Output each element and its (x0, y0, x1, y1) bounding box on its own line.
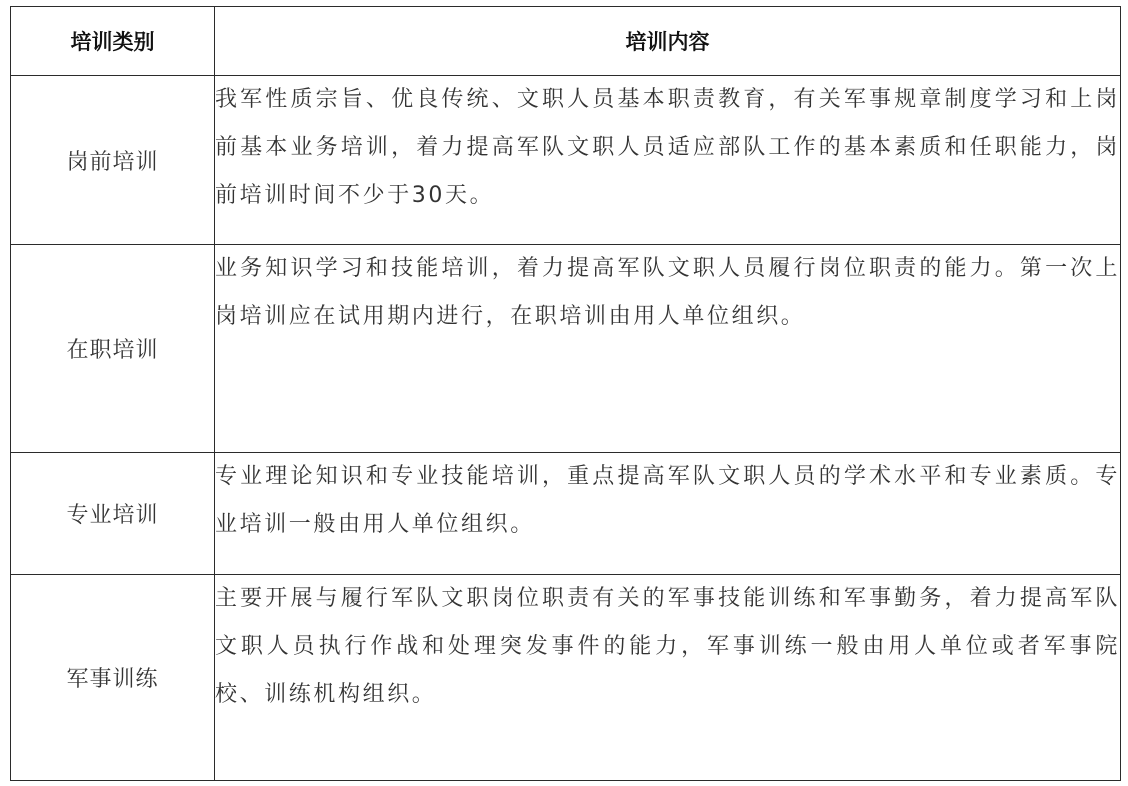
row-category: 在职培训 (11, 245, 215, 453)
table-row (11, 245, 1121, 453)
row-content: 我军性质宗旨、优良传统、文职人员基本职责教育，有关军事规章制度学习和上岗前基本业务培训，着力提高军队文职人员适应部队工作的基本素质和任职能力，岗前培训时间不少于30天。 (215, 76, 1121, 245)
row-category: 岗前培训 (11, 76, 215, 245)
header-content: 培训内容 (215, 7, 1121, 76)
table-header-row (11, 7, 1121, 76)
table-row (11, 575, 1121, 781)
table-row (11, 76, 1121, 245)
header-category: 培训类别 (11, 7, 215, 76)
row-content: 主要开展与履行军队文职岗位职责有关的军事技能训练和军事勤务，着力提高军队文职人员执行作战和处理突发事件的能力，军事训练一般由用人单位或者军事院校、训练机构组织。 (215, 575, 1121, 781)
training-table (10, 6, 1121, 781)
row-content: 业务知识学习和技能培训，着力提高军队文职人员履行岗位职责的能力。第一次上岗培训应在试用期内进行，在职培训由用人单位组织。 (215, 245, 1121, 453)
table-row (11, 453, 1121, 575)
row-category: 专业培训 (11, 453, 215, 575)
row-category: 军事训练 (11, 575, 215, 781)
row-content: 专业理论知识和专业技能培训，重点提高军队文职人员的学术水平和专业素质。专业培训一般由用人单位组织。 (215, 453, 1121, 575)
